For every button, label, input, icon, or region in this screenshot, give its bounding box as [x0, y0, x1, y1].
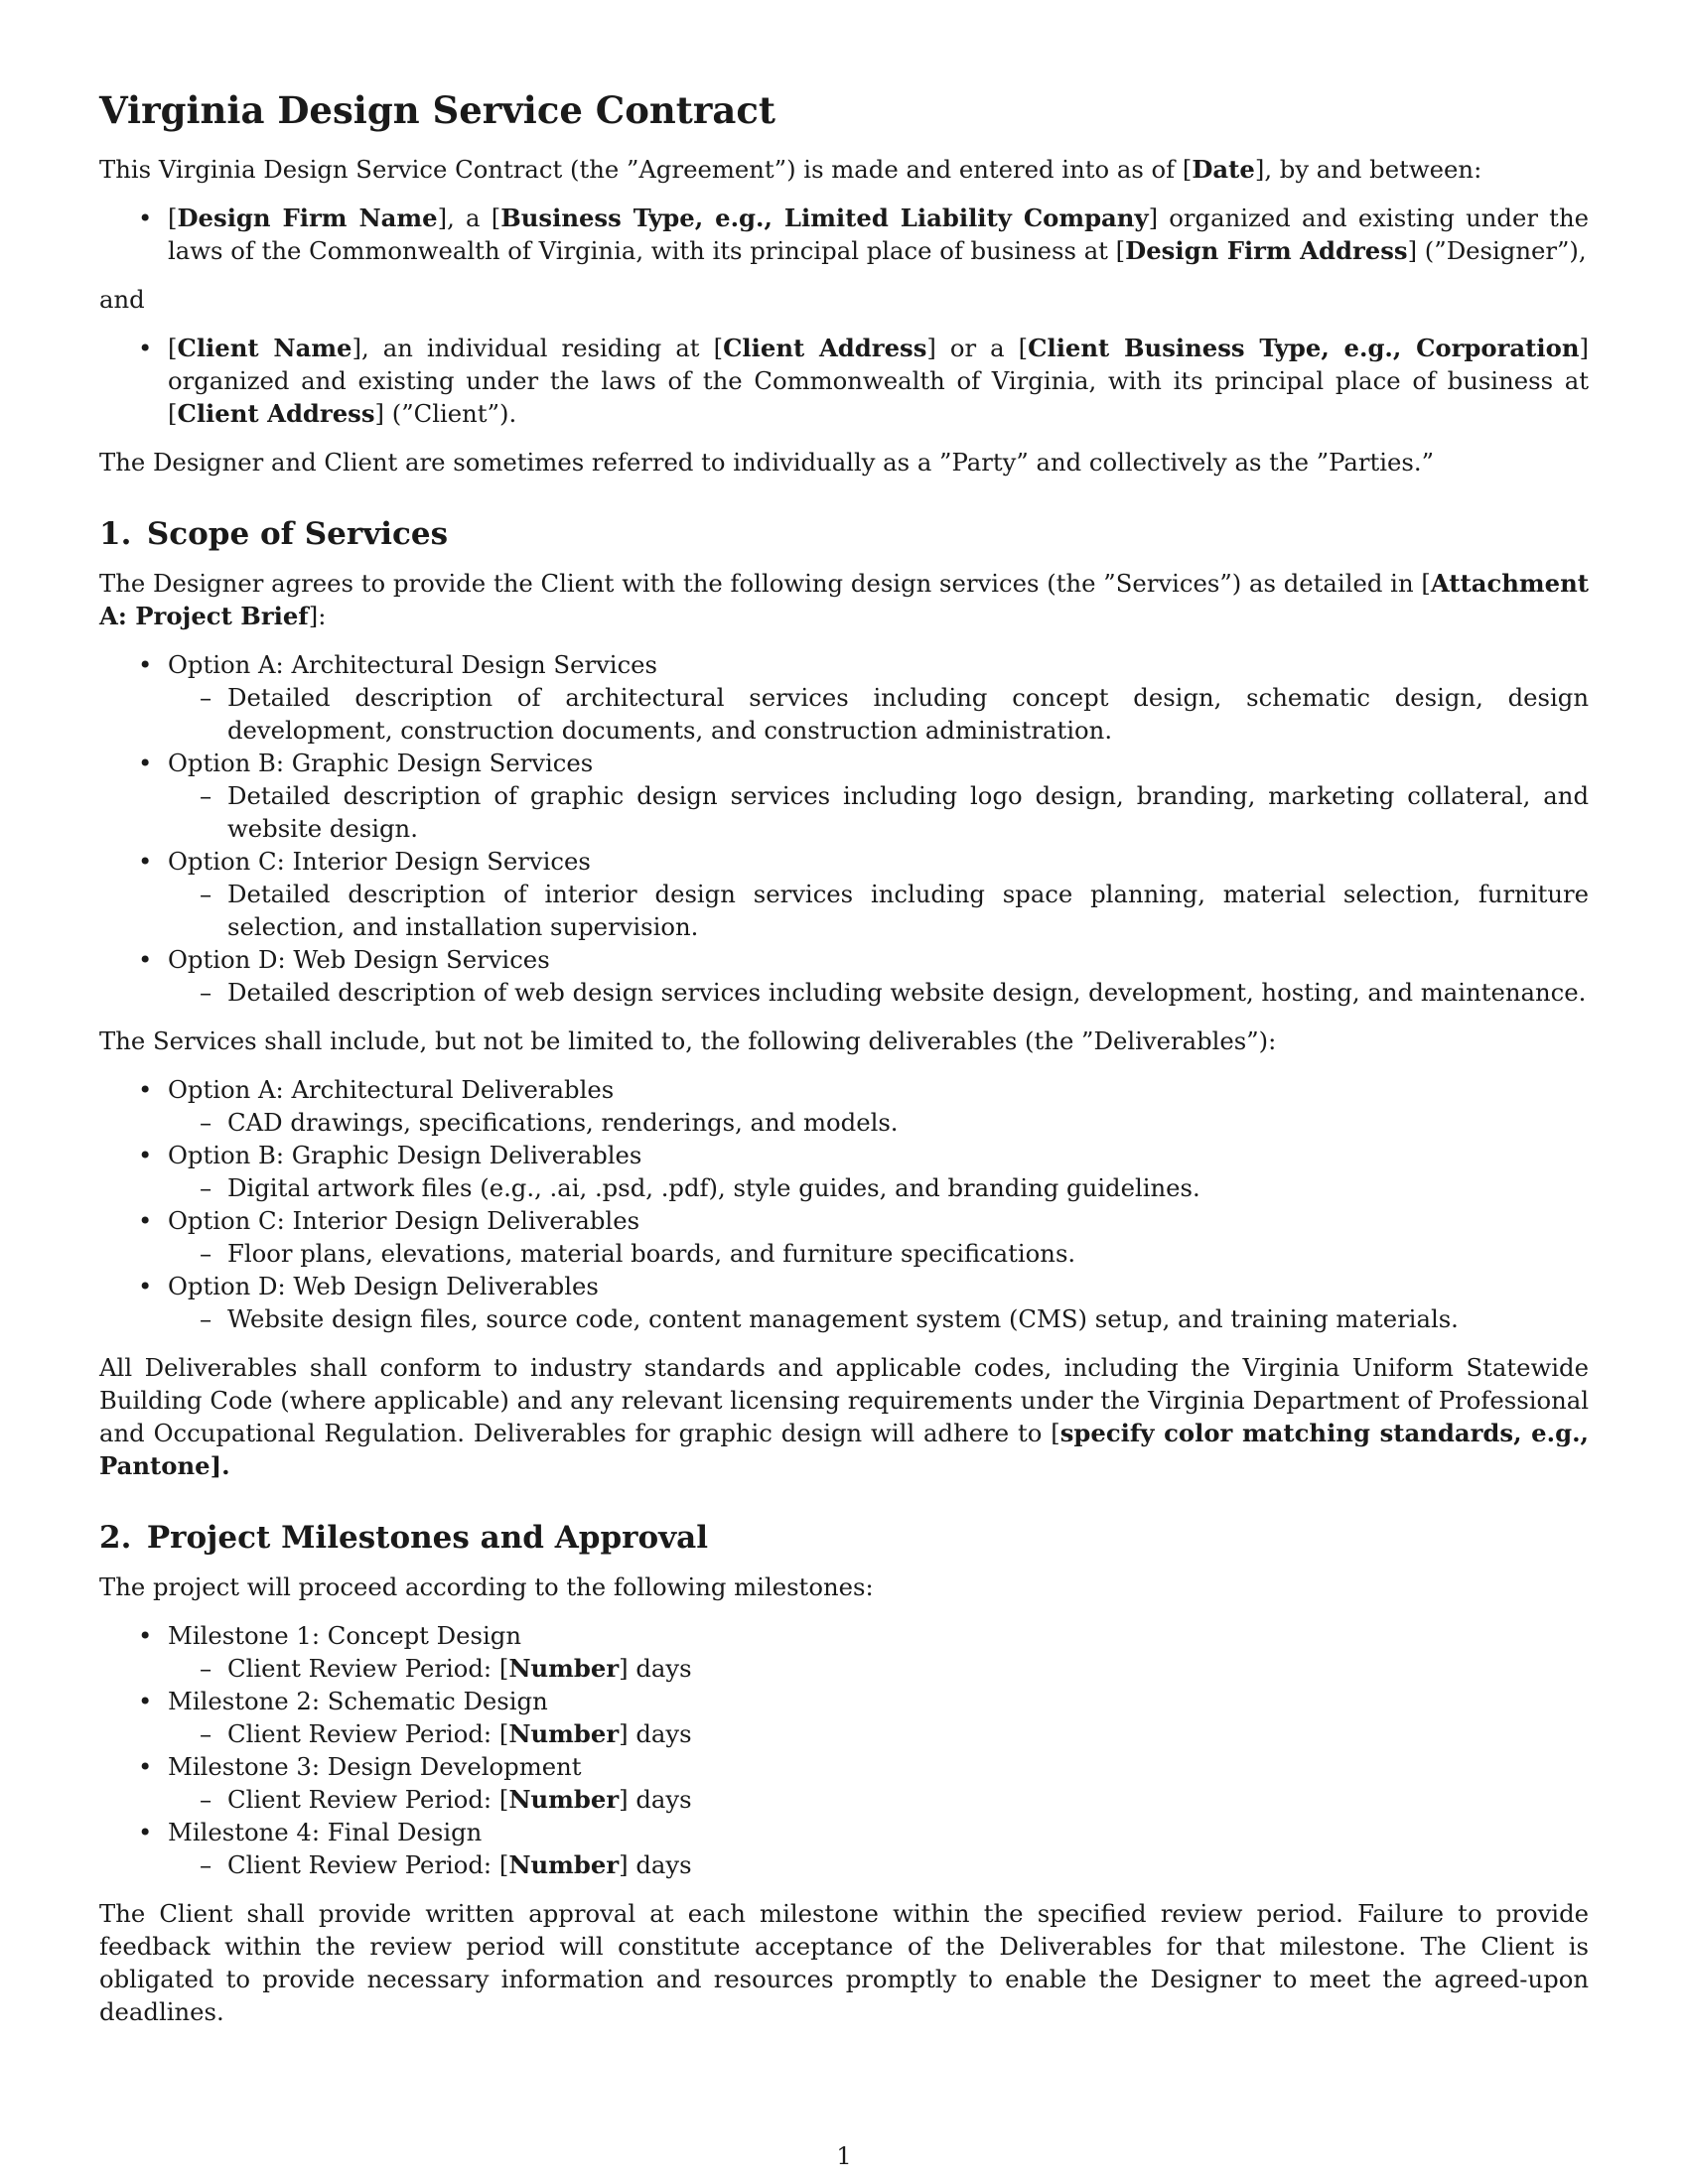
placeholder-field: Number	[508, 1654, 620, 1683]
option-item	[99, 747, 1589, 845]
option-item	[99, 1270, 1589, 1335]
placeholder-field: Attachment A: Project Brief	[99, 569, 1589, 630]
option-label: Option C: Interior Design Deliverables	[168, 1206, 640, 1235]
option-item	[99, 845, 1589, 943]
placeholder-field: Design Firm Name	[177, 204, 438, 232]
review-period	[168, 1652, 1589, 1685]
review-period	[168, 1783, 1589, 1816]
parties-list-second	[99, 332, 1589, 430]
option-label: Option D: Web Design Deliverables	[168, 1272, 599, 1300]
scope-intro	[99, 567, 1589, 632]
text-run: ] organized and existing under the laws of the Commonwealth of Virginia, with its principal place of business at [	[168, 204, 1589, 265]
text-run: ], a [	[437, 204, 501, 232]
review-period	[168, 1848, 1589, 1881]
placeholder-field: Client Address	[177, 399, 375, 428]
approval-paragraph: The Client shall provide written approval at each milestone within the specified review period. Failure to provide feedback within the review period will constitute acceptance of the Deliverables for that milestone. The Client is obligated to provide necessary information and resources promptly to enable the Designer to meet the agreed-upon deadlines.	[99, 1899, 1589, 2026]
page-number: 1	[836, 2142, 852, 2170]
text-run: ] days	[619, 1785, 692, 1814]
section-heading-scope: 1. Scope of Services	[99, 516, 449, 552]
milestone-label: Milestone 3: Design Development	[168, 1752, 582, 1781]
text-run: Client Review Period: [	[227, 1654, 509, 1683]
option-label: Option A: Architectural Design Services	[168, 650, 658, 679]
milestone-item	[99, 1685, 1589, 1750]
milestone-label: Milestone 2: Schematic Design	[168, 1687, 548, 1715]
milestones-intro: The project will proceed according to the following milestones:	[99, 1572, 874, 1601]
option-label: Option B: Graphic Design Services	[168, 749, 594, 777]
option-detail: – Detailed description of interior design services including space planning, material selection, furniture selection, and installation supervision.	[168, 878, 1589, 943]
text-run: ] organized and existing under the laws of the Commonwealth of Virginia, with its principal place of business at [	[168, 334, 1589, 428]
option-item	[99, 1073, 1589, 1139]
text-run: Client Review Period: [	[227, 1719, 509, 1748]
placeholder-field: Client Address	[723, 334, 927, 362]
option-label: Option B: Graphic Design Deliverables	[168, 1141, 642, 1169]
placeholder-field: specify color matching standards, e.g., Pantone	[99, 1419, 1589, 1480]
option-label: Option A: Architectural Deliverables	[168, 1075, 615, 1104]
text-run: ] days	[619, 1850, 692, 1879]
text-run: ], by and between:	[1254, 155, 1482, 184]
placeholder-field: Date	[1192, 155, 1255, 184]
placeholder-field: Client Name	[177, 334, 352, 362]
text-run: Client Review Period: [	[227, 1785, 509, 1814]
text-run: ] days	[619, 1719, 692, 1748]
party-client	[99, 332, 1589, 430]
option-label: Option D: Web Design Services	[168, 945, 550, 974]
milestone-label: Milestone 4: Final Design	[168, 1818, 483, 1846]
option-detail: – Website design files, source code, content management system (CMS) setup, and training materials.	[168, 1302, 1589, 1335]
standards-paragraph	[99, 1351, 1589, 1482]
option-detail: – Detailed description of graphic design services including logo design, branding, marketing collateral, and website design.	[168, 779, 1589, 845]
document-page	[99, 87, 1589, 2044]
milestone-item	[99, 1816, 1589, 1881]
milestone-label: Milestone 1: Concept Design	[168, 1621, 521, 1650]
text-run: [	[168, 334, 178, 362]
text-run: ] (”Designer”),	[1407, 236, 1587, 265]
placeholder-field: Design Firm Address	[1125, 236, 1408, 265]
text-run: [	[168, 204, 178, 232]
placeholder-field: ].	[210, 1451, 230, 1480]
placeholder-field: Business Type, e.g., Limited Liability Company	[500, 204, 1149, 232]
and-connector: and	[99, 285, 145, 314]
text-run: ], an individual residing at [	[352, 334, 724, 362]
parties-definition: The Designer and Client are sometimes referred to individually as a ”Party” and collectively as the ”Parties.”	[99, 448, 1435, 477]
milestone-item	[99, 1750, 1589, 1816]
services-list	[99, 648, 1589, 1009]
option-item	[99, 1204, 1589, 1270]
option-detail: – Detailed description of web design services including website design, development, hosting, and maintenance.	[168, 976, 1589, 1009]
text-run: ] (”Client”).	[374, 399, 517, 428]
milestones-list	[99, 1619, 1589, 1881]
deliverables-intro: The Services shall include, but not be limited to, the following deliverables (the ”Deliverables”):	[99, 1026, 1277, 1055]
section-heading-milestones: 2. Project Milestones and Approval	[99, 1520, 709, 1556]
option-item	[99, 1139, 1589, 1204]
review-period	[168, 1717, 1589, 1750]
option-detail: – Detailed description of architectural services including concept design, schematic design, design development, construction documents, and construction administration.	[168, 681, 1589, 747]
text-run: ] days	[619, 1654, 692, 1683]
text-run: Client Review Period: [	[227, 1850, 509, 1879]
document-title: Virginia Design Service Contract	[99, 88, 775, 132]
option-label: Option C: Interior Design Services	[168, 847, 591, 876]
milestone-item	[99, 1619, 1589, 1685]
text-run: ]:	[308, 602, 327, 630]
intro-paragraph	[99, 153, 1589, 186]
text-run: ] or a [	[926, 334, 1029, 362]
placeholder-field: Number	[508, 1719, 620, 1748]
text-run: The Designer agrees to provide the Client with the following design services (the ”Services”) as detailed in [	[99, 569, 1431, 598]
party-designer	[99, 202, 1589, 267]
text-run: This Virginia Design Service Contract (the ”Agreement”) is made and entered into as of [	[99, 155, 1193, 184]
option-item	[99, 943, 1589, 1009]
deliverables-list	[99, 1073, 1589, 1335]
placeholder-field: Client Business Type, e.g., Corporation	[1028, 334, 1580, 362]
text-run: All Deliverables shall conform to industry standards and applicable codes, including the Virginia Uniform Statewide Building Code (where applicable) and any relevant licensing requirements under the Virginia Department of Professional and Occupational Regulation. Deliverables for graphic design will adhere to [	[99, 1353, 1589, 1447]
option-detail: – Digital artwork files (e.g., .ai, .psd, .pdf), style guides, and branding guidelines.	[168, 1171, 1589, 1204]
option-detail: – Floor plans, elevations, material boards, and furniture specifications.	[168, 1237, 1589, 1270]
parties-list-first	[99, 202, 1589, 267]
option-detail: – CAD drawings, specifications, renderings, and models.	[168, 1106, 1589, 1139]
placeholder-field: Number	[508, 1785, 620, 1814]
option-item	[99, 648, 1589, 747]
placeholder-field: Number	[508, 1850, 620, 1879]
